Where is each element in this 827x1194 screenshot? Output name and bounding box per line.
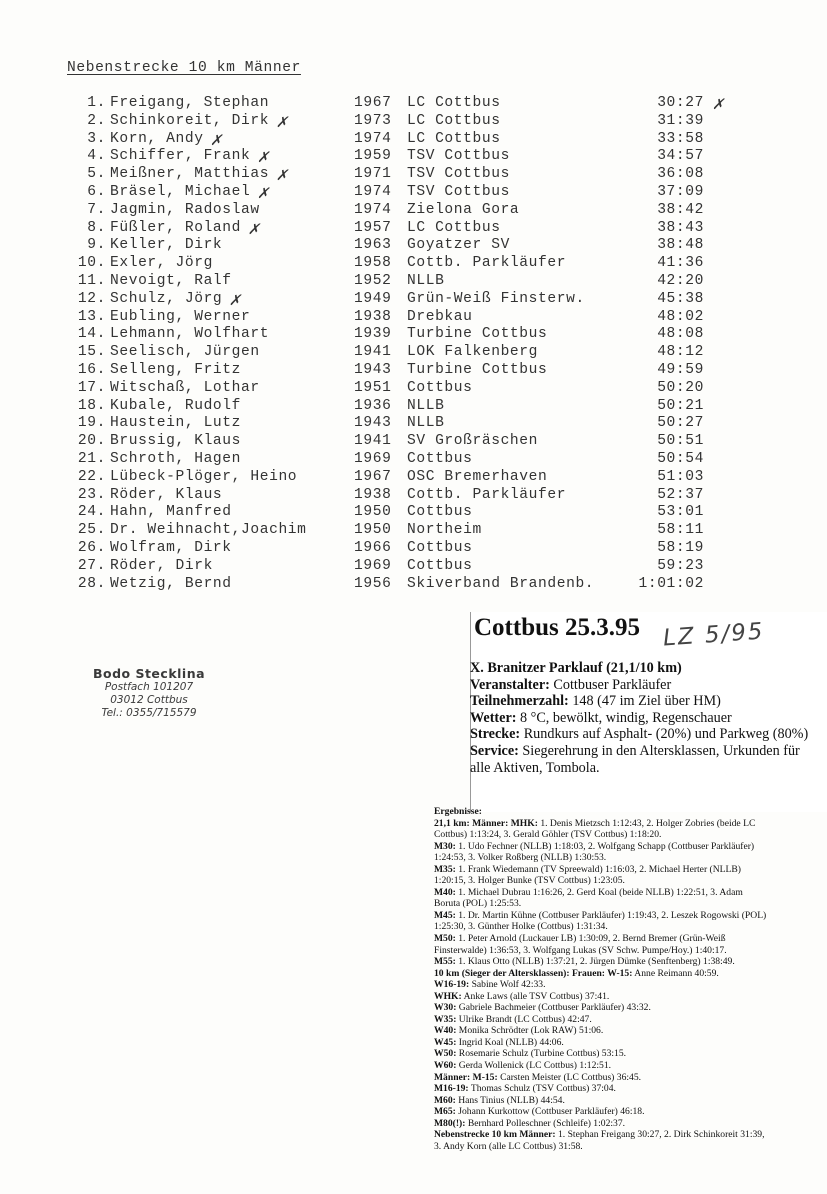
list-row	[0, 469, 827, 487]
row-rank: 22.	[77, 468, 106, 485]
row-time: 1:01:02	[638, 575, 704, 592]
row-club: Cottbus	[407, 540, 473, 556]
list-row	[0, 504, 827, 522]
row-club: LOK Falkenberg	[407, 344, 539, 361]
list-row	[0, 166, 827, 184]
row-rank: 25.	[77, 522, 106, 539]
row-rank: 1.	[87, 95, 106, 111]
row-name: Jagmin, Radoslaw	[110, 201, 260, 218]
field-label: Strecke:	[470, 726, 521, 743]
check-mark: ✗	[275, 169, 289, 186]
list-row	[0, 309, 827, 327]
row-name: Kubale, Rudolf	[110, 397, 242, 414]
row-time: 48:08	[657, 326, 704, 343]
row-time: 50:51	[657, 433, 704, 450]
row-time: 52:37	[657, 486, 704, 503]
row-club: Goyatzer SV	[407, 237, 510, 254]
row-club: OSC Bremerhaven	[407, 468, 548, 485]
row-name: Röder, Dirk	[110, 557, 213, 574]
result-label: M16-19:	[434, 1083, 469, 1095]
row-club: Zielona Gora	[407, 201, 520, 218]
row-name: Schinkoreit, Dirk	[110, 112, 270, 129]
result-label: W45:	[434, 1036, 457, 1048]
row-rank: 24.	[77, 504, 106, 521]
result-paragraph	[434, 1083, 770, 1095]
result-paragraph	[434, 933, 770, 956]
row-time: 49:59	[657, 362, 704, 378]
row-name: Dr. Weihnacht,Joachim	[110, 522, 307, 539]
row-time: 38:43	[657, 219, 704, 236]
row-time: 45:38	[657, 290, 704, 307]
row-time: 38:48	[657, 237, 704, 254]
row-rank: 16.	[77, 362, 106, 378]
row-name: Seelisch, Jürgen	[110, 344, 260, 361]
row-year: 1969	[354, 557, 392, 574]
row-year: 1959	[354, 148, 392, 165]
row-name: Röder, Klaus	[110, 486, 223, 503]
row-year: 1957	[354, 219, 392, 236]
list-row	[0, 487, 827, 505]
row-club: TSV Cottbus	[407, 166, 510, 183]
result-paragraph	[434, 991, 770, 1003]
result-text: 1. Michael Dubrau 1:16:26, 2. Gerd Koal (beide NLLB) 1:22:51, 3. Adam Boruta (POL) 1:25:53.	[434, 886, 743, 910]
row-club: NLLB	[407, 415, 445, 432]
result-label: W50:	[434, 1048, 457, 1060]
result-label: M40:	[434, 886, 456, 898]
result-paragraph	[434, 979, 770, 991]
field-value: Siegerehrung in den Altersklassen, Urkunden für alle Aktiven, Tombola.	[470, 742, 800, 776]
field-label: Service:	[470, 742, 519, 759]
result-label: M65:	[434, 1106, 456, 1118]
result-paragraph	[434, 1037, 770, 1049]
check-mark: ✗	[257, 187, 270, 203]
row-year: 1938	[354, 486, 392, 503]
row-time: 51:03	[657, 468, 704, 485]
row-year: 1936	[354, 397, 392, 414]
row-time: 50:27	[657, 415, 704, 432]
row-rank: 2.	[87, 112, 106, 129]
row-year: 1950	[354, 504, 392, 521]
result-text: Anne Reimann 40:59.	[632, 967, 719, 979]
row-club: Turbine Cottbus	[407, 362, 548, 378]
event-field	[470, 743, 810, 776]
row-rank: 11.	[77, 273, 106, 289]
row-rank: 20.	[77, 433, 106, 450]
results-heading: Ergebnisse:	[434, 806, 482, 817]
result-text: 1. Frank Wiedemann (TV Spreewald) 1:16:03, 2. Michael Herter (NLLB) 1:20:15, 3. Holger Bunke (TSV Cottbus) 1:23:05.	[434, 863, 741, 887]
field-label: Teilnehmerzahl:	[470, 693, 569, 710]
row-year: 1974	[354, 130, 392, 147]
row-year: 1967	[354, 468, 392, 485]
row-name: Schiffer, Frank	[110, 148, 251, 165]
row-club: Turbine Cottbus	[407, 326, 548, 343]
result-paragraph	[434, 1129, 770, 1152]
row-year: 1973	[354, 112, 392, 129]
row-year: 1941	[354, 433, 392, 450]
handwritten-note: LZ 5/95	[662, 618, 766, 652]
result-text: Sabine Wolf 42:33.	[469, 979, 546, 991]
result-label: W35:	[434, 1013, 457, 1025]
row-club: Cottbus	[407, 557, 473, 574]
row-name: Nevoigt, Ralf	[110, 273, 232, 289]
row-name: Freigang, Stephan	[110, 95, 270, 111]
row-name: Wetzig, Bernd	[110, 575, 232, 592]
row-club: LC Cottbus	[407, 95, 501, 111]
result-label: W60:	[434, 1060, 457, 1072]
row-rank: 10.	[77, 255, 106, 272]
row-club: LC Cottbus	[407, 219, 501, 236]
result-text: Gabriele Bachmeier (Cottbuser Parkläufer) 43:32.	[456, 1002, 651, 1014]
row-rank: 19.	[77, 415, 106, 432]
row-time: 48:02	[657, 308, 704, 325]
row-name: Korn, Andy	[110, 130, 204, 147]
event-field	[470, 677, 810, 694]
row-year: 1952	[354, 273, 392, 289]
result-text: Ingrid Koal (NLLB) 44:06.	[456, 1036, 564, 1048]
row-year: 1974	[354, 184, 392, 200]
row-club: LC Cottbus	[407, 130, 501, 147]
row-club: SV Großräschen	[407, 433, 539, 450]
row-rank: 9.	[87, 237, 106, 254]
result-text: Ulrike Brandt (LC Cottbus) 42:47.	[456, 1013, 592, 1025]
stamp-city: 03012 Cottbus	[110, 694, 188, 706]
check-mark: ✗	[210, 133, 223, 150]
result-text: Thomas Schulz (TSV Cottbus) 37:04.	[468, 1083, 616, 1095]
row-rank: 21.	[77, 451, 106, 467]
stamp-name: Bodo Stecklina	[92, 666, 206, 681]
row-club: NLLB	[407, 397, 445, 414]
row-rank: 3.	[87, 130, 106, 147]
row-club: Cottbus	[407, 504, 473, 521]
event-fields	[470, 677, 810, 777]
result-paragraph	[434, 910, 770, 933]
row-club: TSV Cottbus	[407, 184, 510, 200]
result-text: Gerda Wollenick (LC Cottbus) 1:12:51.	[456, 1060, 612, 1072]
result-text: 1. Peter Arnold (Luckauer LB) 1:30:09, 2. Bernd Bremer (Grün-Weiß Finsterwalde) 1:36:53, 3. Wolfgang Lukas (SV Schw. Pumpe/Hoy.) 1:40:17.	[434, 933, 727, 956]
event-field	[470, 693, 810, 710]
field-value: 8 °C, bewölkt, windig, Regenschauer	[516, 709, 732, 726]
row-year: 1951	[354, 379, 392, 396]
result-label: 10 km (Sieger der Altersklassen): Frauen: W-15:	[434, 967, 633, 979]
list-row	[0, 415, 827, 433]
row-year: 1941	[354, 344, 392, 361]
result-paragraph	[434, 1072, 770, 1084]
row-club: Grün-Weiß Finsterw.	[407, 290, 585, 307]
row-year: 1967	[354, 95, 392, 111]
result-label: M45:	[434, 909, 456, 921]
list-row	[0, 148, 827, 166]
row-name: Wolfram, Dirk	[110, 540, 232, 556]
row-year: 1966	[354, 540, 392, 556]
row-rank: 27.	[77, 557, 106, 574]
result-text: Hans Tinius (NLLB) 44:54.	[455, 1094, 565, 1106]
row-time: 58:19	[657, 540, 704, 556]
list-row	[0, 380, 827, 398]
row-name: Füßler, Roland	[110, 219, 242, 236]
list-row	[0, 522, 827, 540]
row-name: Meißner, Matthias	[110, 166, 270, 183]
result-label: M60:	[434, 1094, 456, 1106]
row-rank: 5.	[87, 166, 106, 183]
row-rank: 7.	[87, 201, 106, 218]
result-label: M35:	[434, 863, 456, 875]
row-club: Northeim	[407, 522, 482, 539]
result-label: W30:	[434, 1002, 457, 1014]
field-value: 148 (47 im Ziel über HM)	[568, 693, 721, 710]
row-time: 50:21	[657, 397, 704, 414]
result-text: Carsten Meister (LC Cottbus) 36:45.	[497, 1071, 642, 1083]
row-time: 36:08	[657, 166, 704, 183]
row-time: 58:11	[657, 522, 704, 539]
row-time: 50:20	[657, 379, 704, 396]
event-title: X. Branitzer Parklauf (21,1/10 km)	[470, 660, 682, 676]
list-row	[0, 220, 827, 238]
result-text: 1. Udo Fechner (NLLB) 1:18:03, 2. Wolfgang Schapp (Cottbuser Parkläufer) 1:24:53, 3. Volker Roßberg (NLLB) 1:30:53.	[434, 840, 755, 864]
check-mark: ✗	[257, 151, 270, 168]
result-paragraph	[434, 864, 770, 887]
row-year: 1963	[354, 237, 392, 254]
event-field	[470, 710, 810, 727]
list-row	[0, 540, 827, 558]
result-text: 1. Klaus Otto (NLLB) 1:37:21, 2. Jürgen Dümke (Senftenberg) 1:38:49.	[455, 956, 735, 968]
row-rank: 6.	[87, 184, 106, 200]
list-row	[0, 326, 827, 344]
field-value: Rundkurs auf Asphalt- (20%) und Parkweg (80%)	[520, 726, 809, 743]
list-row	[0, 291, 827, 309]
row-club: Skiverband Brandenb.	[407, 575, 595, 592]
result-paragraph	[434, 1118, 770, 1130]
list-row	[0, 576, 827, 594]
result-text: 1. Stephan Freigang 30:27, 2. Dirk Schinkoreit 31:39, 3. Andy Korn (alle LC Cottbus) 31:58.	[434, 1129, 765, 1152]
result-paragraph	[434, 1048, 770, 1060]
result-paragraph	[434, 956, 770, 968]
row-rank: 12.	[77, 290, 106, 307]
result-label: M30:	[434, 840, 456, 852]
list-row	[0, 558, 827, 576]
result-label: 21,1 km: Männer: MHK:	[434, 817, 538, 829]
row-time: 30:27	[657, 95, 704, 111]
row-time: 48:12	[657, 344, 704, 361]
row-name: Hahn, Manfred	[110, 504, 232, 521]
row-time: 59:23	[657, 557, 704, 574]
row-year: 1969	[354, 451, 392, 467]
row-rank: 8.	[87, 219, 106, 236]
list-row	[0, 362, 827, 380]
clipping-results	[434, 806, 770, 1152]
stamp-postfach: Postfach 101207	[104, 681, 194, 693]
row-time: 42:20	[657, 273, 704, 289]
list-row	[0, 451, 827, 469]
clipping-body	[470, 660, 810, 776]
list-row	[0, 237, 827, 255]
row-club: Drebkau	[407, 308, 473, 325]
row-name: Schulz, Jörg	[110, 290, 223, 307]
results-paragraphs	[434, 818, 770, 1153]
row-name: Eubling, Werner	[110, 308, 251, 325]
check-mark: ✗	[247, 222, 261, 239]
result-label: Männer: M-15:	[434, 1071, 498, 1083]
result-label: M80(!):	[434, 1117, 466, 1129]
result-label: Nebenstrecke 10 km Männer:	[434, 1129, 556, 1141]
row-rank: 15.	[77, 344, 106, 361]
result-paragraph	[434, 1095, 770, 1107]
result-text: Rosemarie Schulz (Turbine Cottbus) 53:15.	[456, 1048, 627, 1060]
row-year: 1939	[354, 326, 392, 343]
result-paragraph	[434, 968, 770, 980]
row-name: Brussig, Klaus	[110, 433, 242, 450]
row-year: 1950	[354, 522, 392, 539]
check-mark: ✗	[275, 115, 289, 132]
row-rank: 4.	[87, 148, 106, 165]
row-time: 41:36	[657, 255, 704, 272]
check-mark: ✗	[228, 293, 242, 310]
list-row	[0, 344, 827, 362]
result-text: Johann Kurkottow (Cottbuser Parkläufer) 46:18.	[455, 1106, 645, 1118]
row-club: Cottb. Parkläufer	[407, 255, 567, 272]
result-text: Bernhard Polleschner (Schleife) 1:02:37.	[465, 1117, 626, 1129]
row-rank: 26.	[77, 540, 106, 556]
row-time: 31:39	[657, 112, 704, 129]
result-paragraph	[434, 1106, 770, 1118]
result-label: M55:	[434, 956, 456, 968]
result-paragraph	[434, 841, 770, 864]
list-row	[0, 255, 827, 273]
list-row	[0, 202, 827, 220]
row-name: Schroth, Hagen	[110, 451, 242, 467]
result-label: M50:	[434, 933, 456, 945]
row-time: 53:01	[657, 504, 704, 521]
result-paragraph	[434, 818, 770, 841]
row-rank: 13.	[77, 308, 106, 325]
row-name: Selleng, Fritz	[110, 362, 242, 378]
check-mark: ✗	[712, 98, 725, 114]
row-year: 1974	[354, 201, 392, 218]
result-paragraph	[434, 1025, 770, 1037]
clipping-heading: Cottbus 25.3.95	[474, 614, 640, 641]
row-name: Lehmann, Wolfhart	[110, 326, 270, 343]
result-label: W40:	[434, 1025, 457, 1037]
row-year: 1956	[354, 575, 392, 592]
stamp-phone: Tel.: 0355/715579	[101, 707, 197, 719]
row-name: Exler, Jörg	[110, 255, 213, 272]
field-label: Veranstalter:	[470, 676, 550, 693]
row-club: TSV Cottbus	[407, 148, 510, 165]
field-value: Cottbuser Parkläufer	[549, 676, 672, 693]
row-rank: 14.	[77, 326, 106, 343]
row-year: 1938	[354, 308, 392, 325]
row-time: 33:58	[657, 130, 704, 147]
row-rank: 23.	[77, 486, 106, 503]
result-paragraph	[434, 887, 770, 910]
row-name: Bräsel, Michael	[110, 184, 251, 200]
result-paragraph	[434, 1060, 770, 1072]
row-club: Cottbus	[407, 451, 473, 467]
list-row	[0, 273, 827, 291]
result-text: 1. Dr. Martin Kühne (Cottbuser Parkläufer) 1:19:43, 2. Leszek Rogowski (POL) 1:25:30, 3. Günther Holke (Cottbus) 1:31:34.	[434, 909, 767, 933]
row-time: 34:57	[657, 148, 704, 165]
row-time: 38:42	[657, 201, 704, 218]
field-label: Wetter:	[470, 709, 517, 726]
address-stamp	[84, 666, 214, 720]
row-club: LC Cottbus	[407, 112, 501, 129]
row-year: 1943	[354, 362, 392, 378]
row-time: 37:09	[657, 184, 704, 200]
result-text: Monika Schrödter (Lok RAW) 51:06.	[456, 1025, 604, 1037]
row-name: Witschaß, Lothar	[110, 379, 260, 396]
row-rank: 17.	[77, 379, 106, 396]
row-name: Keller, Dirk	[110, 237, 223, 254]
row-rank: 28.	[77, 575, 106, 592]
row-name: Haustein, Lutz	[110, 415, 242, 432]
list-title: Nebenstrecke 10 km Männer	[67, 60, 301, 76]
list-row	[0, 184, 827, 202]
list-row	[0, 398, 827, 416]
list-row	[0, 433, 827, 451]
row-club: NLLB	[407, 273, 445, 289]
event-field	[470, 726, 810, 743]
result-text: Anke Laws (alle TSV Cottbus) 37:41.	[461, 990, 610, 1002]
list-row	[0, 131, 827, 149]
result-label: WHK:	[434, 990, 462, 1002]
row-year: 1943	[354, 415, 392, 432]
row-year: 1949	[354, 290, 392, 307]
row-rank: 18.	[77, 397, 106, 414]
row-name: Lübeck-Plöger, Heino	[110, 468, 298, 485]
row-year: 1971	[354, 166, 392, 183]
result-paragraph	[434, 1014, 770, 1026]
result-paragraph	[434, 1002, 770, 1014]
row-year: 1958	[354, 255, 392, 272]
row-club: Cottb. Parkläufer	[407, 486, 567, 503]
result-text: 1. Denis Mietzsch 1:12:43, 2. Holger Zobries (beide LC Cottbus) 1:13:24, 3. Gerald Göhler (TSV Cottbus) 1:18:20.	[434, 817, 756, 841]
list-row	[0, 113, 827, 131]
row-time: 50:54	[657, 451, 704, 467]
row-club: Cottbus	[407, 379, 473, 396]
result-label: W16-19:	[434, 979, 470, 991]
list-row	[0, 95, 827, 113]
